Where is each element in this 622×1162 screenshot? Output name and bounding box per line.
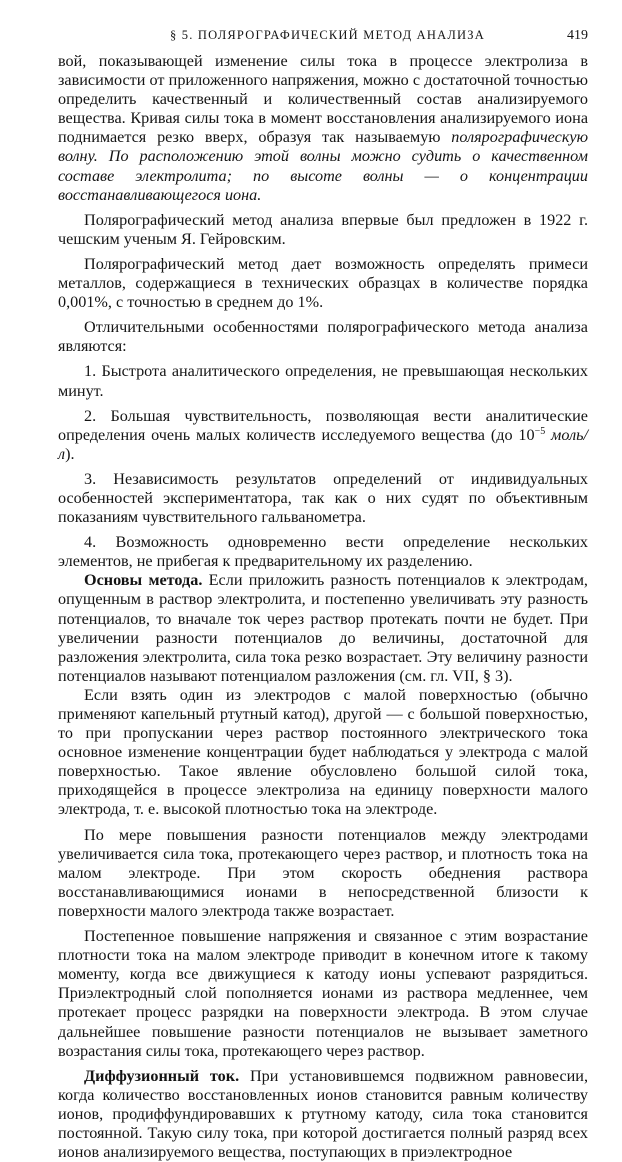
running-header xyxy=(58,28,588,52)
paragraph-electrodes: Если взять один из электродов с малой поверхностью (обычно применяют капельный ртутный катод), другой — с большой поверхностью, то при пропускании через раствор постоянного электрического тока основное изменение концентрации будет наблюдаться у электрода с малой поверхностью. Такое явление обусловлено большой силой тока, приходящейся в процессе электролиза на единицу поверхности малого электрода, т. е. высокой плотностью тока на электроде. xyxy=(58,685,588,819)
paragraph-voltage: Постепенное повышение напряжения и связанное с этим возрастание плотности тока на малом электроде приводит в конечном итоге к такому моменту, когда все движущиеся к катоду ионы успевают разрядиться. Приэлектродный слой пополняется ионами из раствора медленнее, чем протекает процесс разрядки на поверхности электрода. В этом случае дальнейшее повышение разности потенциалов не вызывает заметного возрастания силы тока, протекающего через раствор. xyxy=(58,927,588,1060)
list-item-2: 2. Большая чувствительность, позволяющая вести аналитические определения очень малых количеств исследуемого вещества (до $10^{-5}$ моль/л). xyxy=(58,406,588,463)
italic-definition: полярографическую волну. По расположению этой волны можно судить о качественном составе электролита; по высоте волны — о концентрации восстанавливающегося иона. xyxy=(58,128,588,204)
paragraph-2: Полярографический метод анализа впервые был предложен в 1922 г. чешским ученым Я. Гейровским. xyxy=(58,210,588,248)
page-number: 419 xyxy=(567,28,588,43)
run-in-heading: Основы метода. xyxy=(84,571,203,590)
paragraph-4: Отличительными особенностями полярографического метода анализа являются: xyxy=(58,318,588,356)
paragraph-method-basics: Основы метода. Если приложить разность потенциалов к электродам, опущенным в раствор электролита, и постепенно увеличивать эту разность потенциалов, то вначале ток через раствор протекать почти не будет. При увеличении разности потенциалов до величины, достаточной для разложения электролита, сила тока резко возрастает. Эту величину разности потенциалов называют потенциалом разложения (см. гл. VII, § 3). xyxy=(58,571,588,685)
paragraph-density: По мере повышения разности потенциалов между электродами увеличивается сила тока, протекающего через раствор, и плотность тока на малом электроде. При этом скорость обеднения раствора восстанавливающимися ионами в непосредственной близости к поверхности малого электрода также возрастает. xyxy=(58,825,588,920)
section-title: § 5. ПОЛЯРОГРАФИЧЕСКИЙ МЕТОД АНАЛИЗА xyxy=(170,28,485,42)
list-item-3: 3. Независимость результатов определений от индивидуальных особенностей экспериментатора, так как о них судят по объективным показаниям чувствительного гальванометра. xyxy=(58,469,588,527)
paragraph-1: вой, показывающей изменение силы тока в процессе электролиза в зависимости от приложенного напряжения, можно с достаточной точностью определить качественный и количественный состав анализируемого вещества. Кривая силы тока в момент восстановления анализируемого иона поднимается резко вверх, образуя так называемую полярографическую волну. По расположению этой волны можно судить о качественном составе электролита; по высоте волны — о концентрации восстанавливающегося иона. xyxy=(58,52,588,204)
paragraph-diffusion: Диффузионный ток. При установившемся подвижном равновесии, когда количество восстановленных ионов становится равным количеству ионов, продиффундировавших к ртутному катоду, сила тока становится постоянной. Такую силу тока, при которой достигается полный разряд всех ионов анализируемого вещества, поступающих в приэлектродное xyxy=(58,1066,588,1162)
paragraph-3: Полярографический метод дает возможность определять примеси металлов, содержащиеся в технических образцах в количестве порядка 0,001%, с точностью в среднем до 1%. xyxy=(58,254,588,312)
body-text xyxy=(58,52,588,1162)
run-in-heading: Диффузионный ток. xyxy=(84,1066,240,1085)
list-item-1: 1. Быстрота аналитического определения, не превышающая нескольких минут. xyxy=(58,362,588,400)
list-item-4: 4. Возможность одновременно вести определение нескольких элементов, не прибегая к предварительному их разделению. xyxy=(58,533,588,571)
